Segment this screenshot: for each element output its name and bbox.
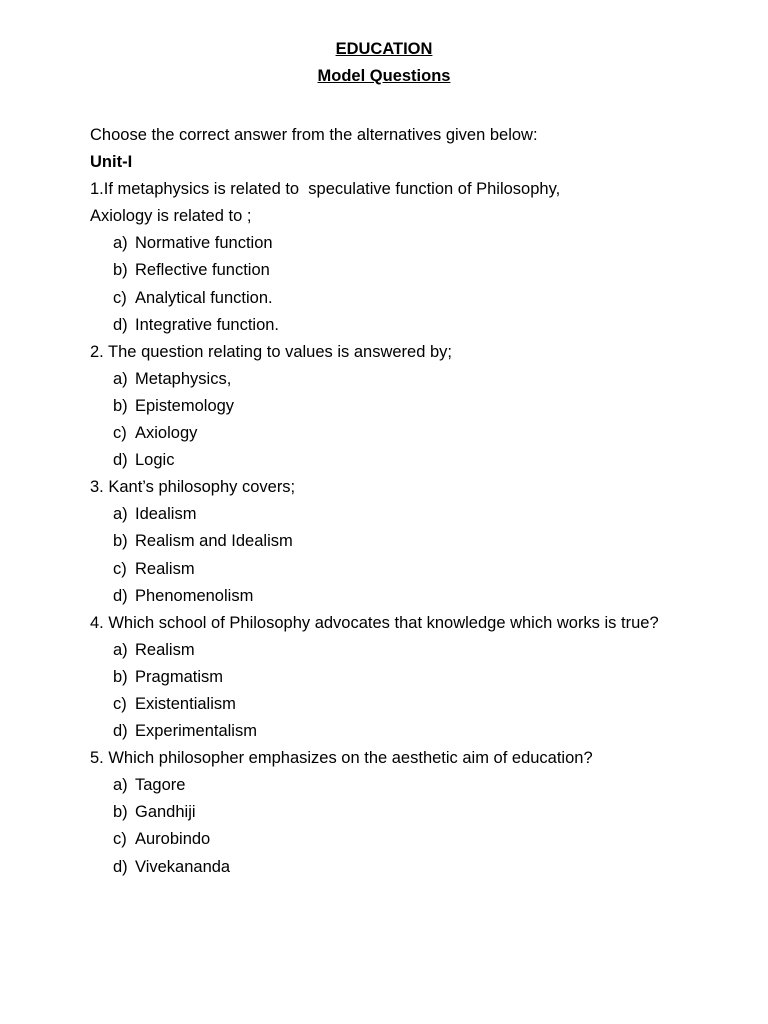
option-text: Experimentalism	[135, 722, 257, 741]
option-letter: c)	[113, 559, 127, 578]
option-letter: d)	[113, 722, 128, 741]
document-title: EDUCATION	[335, 40, 433, 58]
option-text: Idealism	[135, 505, 197, 524]
option-letter: b)	[113, 667, 128, 686]
option-text: Aurobindo	[135, 830, 211, 849]
answer-option	[90, 447, 750, 474]
option-text: Existentialism	[135, 694, 236, 713]
answer-option	[90, 393, 750, 420]
option-text: Axiology	[135, 424, 198, 443]
option-letter: c)	[113, 830, 127, 849]
instructions-text: Choose the correct answer from the alternatives given below:	[90, 126, 538, 144]
answer-option	[90, 366, 750, 393]
answer-option	[90, 501, 750, 528]
option-text: Realism	[135, 559, 195, 578]
option-text: Reflective function	[135, 261, 270, 280]
question-line: 3. Kant’s philosophy covers;	[90, 478, 296, 497]
answer-option	[90, 583, 750, 610]
question-line: 5. Which philosopher emphasizes on the aesthetic aim of education?	[90, 749, 593, 768]
question-line: 4. Which school of Philosophy advocates that knowledge which works is true?	[90, 613, 659, 632]
question-block-3	[90, 474, 750, 609]
option-text: Pragmatism	[135, 667, 224, 686]
option-letter: b)	[113, 396, 128, 415]
answer-option	[90, 312, 750, 339]
option-letter: c)	[113, 694, 127, 713]
option-letter: a)	[113, 776, 128, 795]
option-text: Analytical function.	[135, 288, 273, 307]
answer-option	[90, 691, 750, 718]
option-letter: d)	[113, 451, 128, 470]
answer-option	[90, 556, 750, 583]
option-text: Gandhiji	[135, 803, 196, 822]
answer-option	[90, 528, 750, 555]
answer-option	[90, 230, 750, 257]
answer-option	[90, 257, 750, 284]
answer-option	[90, 799, 750, 826]
option-letter: a)	[113, 234, 128, 253]
option-text: Tagore	[135, 776, 186, 795]
answer-option	[90, 772, 750, 799]
answer-option	[90, 664, 750, 691]
option-letter: a)	[113, 369, 128, 388]
answer-option	[90, 285, 750, 312]
option-letter: c)	[113, 424, 127, 443]
option-text: Logic	[135, 451, 175, 470]
answer-option	[90, 854, 750, 881]
option-letter: b)	[113, 261, 128, 280]
option-text: Realism	[135, 640, 195, 659]
option-letter: a)	[113, 505, 128, 524]
question-line: Axiology is related to ;	[90, 207, 252, 226]
option-text: Metaphysics,	[135, 369, 232, 388]
question-body	[90, 122, 750, 881]
question-block-5	[90, 745, 750, 880]
question-block-4	[90, 610, 750, 745]
answer-option	[90, 420, 750, 447]
answer-option	[90, 718, 750, 745]
question-line: 1.If metaphysics is related to speculative function of Philosophy,	[90, 180, 561, 199]
answer-option	[90, 826, 750, 853]
option-letter: a)	[113, 640, 128, 659]
option-text: Normative function	[135, 234, 273, 253]
unit-heading: Unit-I	[90, 153, 133, 172]
option-letter: b)	[113, 532, 128, 551]
option-letter: b)	[113, 803, 128, 822]
question-block-2	[90, 339, 750, 474]
option-text: Integrative function.	[135, 315, 280, 334]
question-block-1	[90, 176, 750, 339]
answer-option	[90, 637, 750, 664]
document-subtitle: Model Questions	[317, 67, 451, 85]
option-letter: d)	[113, 586, 128, 605]
option-text: Epistemology	[135, 396, 235, 415]
option-text: Realism and Idealism	[135, 532, 293, 551]
option-text: Phenomenolism	[135, 586, 254, 605]
option-letter: d)	[113, 315, 128, 334]
question-line: 2. The question relating to values is answered by;	[90, 342, 452, 361]
option-text: Vivekananda	[135, 857, 231, 876]
option-letter: d)	[113, 857, 128, 876]
option-letter: c)	[113, 288, 127, 307]
